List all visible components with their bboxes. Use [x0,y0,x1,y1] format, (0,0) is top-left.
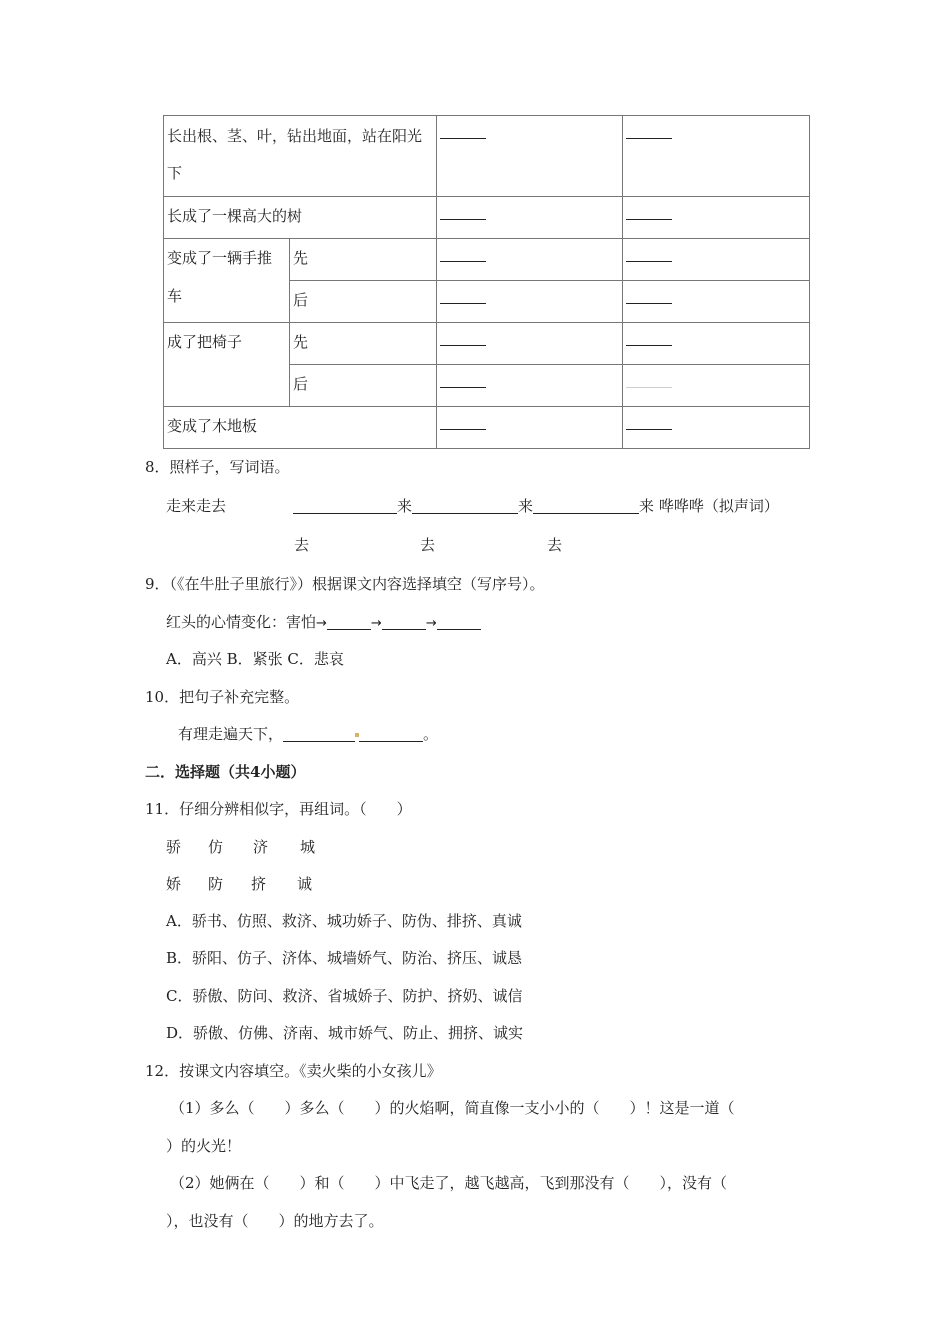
q9-mood-row [166,611,481,632]
q11-title: 11．仔细分辨相似字，再组词。（ ） [145,800,412,818]
arrow-icon: → [370,616,382,631]
table-row [164,116,810,197]
q9-prompt: 红头的心情变化：害怕 [166,613,317,631]
answer-cell [437,323,623,365]
arrow-icon: → [425,616,437,631]
q9-title: 9．（《在牛肚子里旅行》）根据课文内容选择填空（写序号）。 [145,575,545,593]
q11-char: 济 [253,838,269,856]
q11-option-a[interactable]: A．骄书、仿照、救济、城功娇子、防伪、排挤、真诚 [166,912,522,930]
answer-blank[interactable] [440,323,486,346]
q10-blank-1[interactable] [283,723,355,742]
q11-char: 骄 [166,838,182,856]
answer-cell [437,239,623,281]
table-sub-label: 后 [290,365,437,407]
table-row-label: 长出根、茎、叶，钻出地面，站在阳光下 [164,116,437,197]
answer-cell [437,407,623,449]
q8-lai-1: 来 [397,497,413,515]
q9-blank-1[interactable] [327,611,371,630]
answer-blank[interactable] [440,407,486,430]
q10-prefix: 有理走遍天下， [178,725,284,743]
q9-blank-2[interactable] [382,611,426,630]
q11-char: 防 [208,875,224,893]
q10-sentence [178,723,438,744]
table-sub-label: 先 [290,239,437,281]
q11-char: 仿 [208,838,224,856]
answer-cell [623,197,810,239]
answer-blank[interactable] [440,116,486,139]
table-row-label: 变成了一辆手推车 [164,239,290,323]
answer-cell [623,116,810,197]
q8-lai-3: 来 [639,497,655,515]
answer-blank[interactable] [626,116,672,139]
q11-char-row-1 [166,836,315,857]
answer-blank[interactable] [440,239,486,262]
answer-blank[interactable] [626,323,672,346]
q11-option-c[interactable]: C．骄傲、防问、救济、省城娇子、防护、挤奶、诚信 [166,987,523,1005]
answer-blank[interactable] [626,197,672,220]
answer-cell [623,407,810,449]
section-title: 二．选择题（共4小题） [145,763,306,781]
answer-blank[interactable] [626,239,672,262]
q11-char: 城 [300,838,316,856]
q12-line-2b: ），也没有（ ）的地方去了。 [166,1212,384,1230]
q11-char-row-2 [166,873,312,894]
q10-title: 10．把句子补充完整。 [145,688,300,706]
q12-line-1a: （1）多么（ ）多么（ ）的火焰啊，简直像一支小小的（ ）！这是一道（ [170,1099,735,1117]
q8-blank-2[interactable] [412,495,518,514]
answer-blank[interactable] [440,281,486,304]
table-row [164,323,810,365]
answer-cell [437,197,623,239]
answer-cell [437,116,623,197]
q10-blank-2[interactable] [359,723,423,742]
q11-char: 娇 [166,875,182,893]
q8-lai-2: 来 [518,497,534,515]
q8-blank-3[interactable] [533,495,639,514]
answer-cell [437,365,623,407]
q8-qu-2: 去 [420,536,436,554]
table-sub-label: 先 [290,323,437,365]
table-sub-label: 后 [290,281,437,323]
q12-title: 12．按课文内容填空。《卖火柴的小女孩儿》 [145,1062,442,1080]
answer-table [163,115,810,449]
answer-blank[interactable] [440,365,486,388]
q8-fill-row [293,495,779,516]
q9-options: A．高兴 B．紧张 C．悲哀 [166,650,344,668]
table-row [164,197,810,239]
arrow-icon: → [316,616,327,631]
q8-blank-1[interactable] [293,495,397,514]
q12-line-2a: （2）她俩在（ ）和（ ）中飞走了，越飞越高，飞到那没有（ ），没有（ [170,1174,728,1192]
q8-title: 8．照样子，写词语。 [145,458,290,476]
q11-char: 挤 [251,875,267,893]
q10-suffix: 。 [423,725,439,743]
answer-cell [623,323,810,365]
table-row [164,407,810,449]
q9-blank-3[interactable] [437,611,481,630]
q8-qu-3: 去 [547,536,563,554]
answer-blank[interactable] [626,281,672,304]
q8-qu-1: 去 [294,536,310,554]
q11-char: 诚 [297,875,313,893]
q11-option-d[interactable]: D．骄傲、仿佛、济南、城市娇气、防止、拥挤、诚实 [166,1024,524,1042]
q11-option-b[interactable]: B．骄阳、仿子、济体、城墙娇气、防治、挤压、诚恳 [166,949,523,967]
q8-example: 走来走去 [166,497,227,515]
table-row-label: 变成了木地板 [164,407,437,449]
table-row-label: 成了把椅子 [164,323,290,407]
answer-cell [623,239,810,281]
answer-blank[interactable] [626,407,672,430]
answer-cell [437,281,623,323]
table-row-label: 长成了一棵高大的树 [164,197,437,239]
q8-example-2: 哗哗哗（拟声词） [658,497,779,515]
table-row [164,239,810,281]
answer-cell [623,281,810,323]
answer-cell [623,365,810,407]
q12-line-1b: ）的火光！ [166,1137,242,1155]
answer-blank[interactable] [626,365,672,388]
answer-blank[interactable] [440,197,486,220]
